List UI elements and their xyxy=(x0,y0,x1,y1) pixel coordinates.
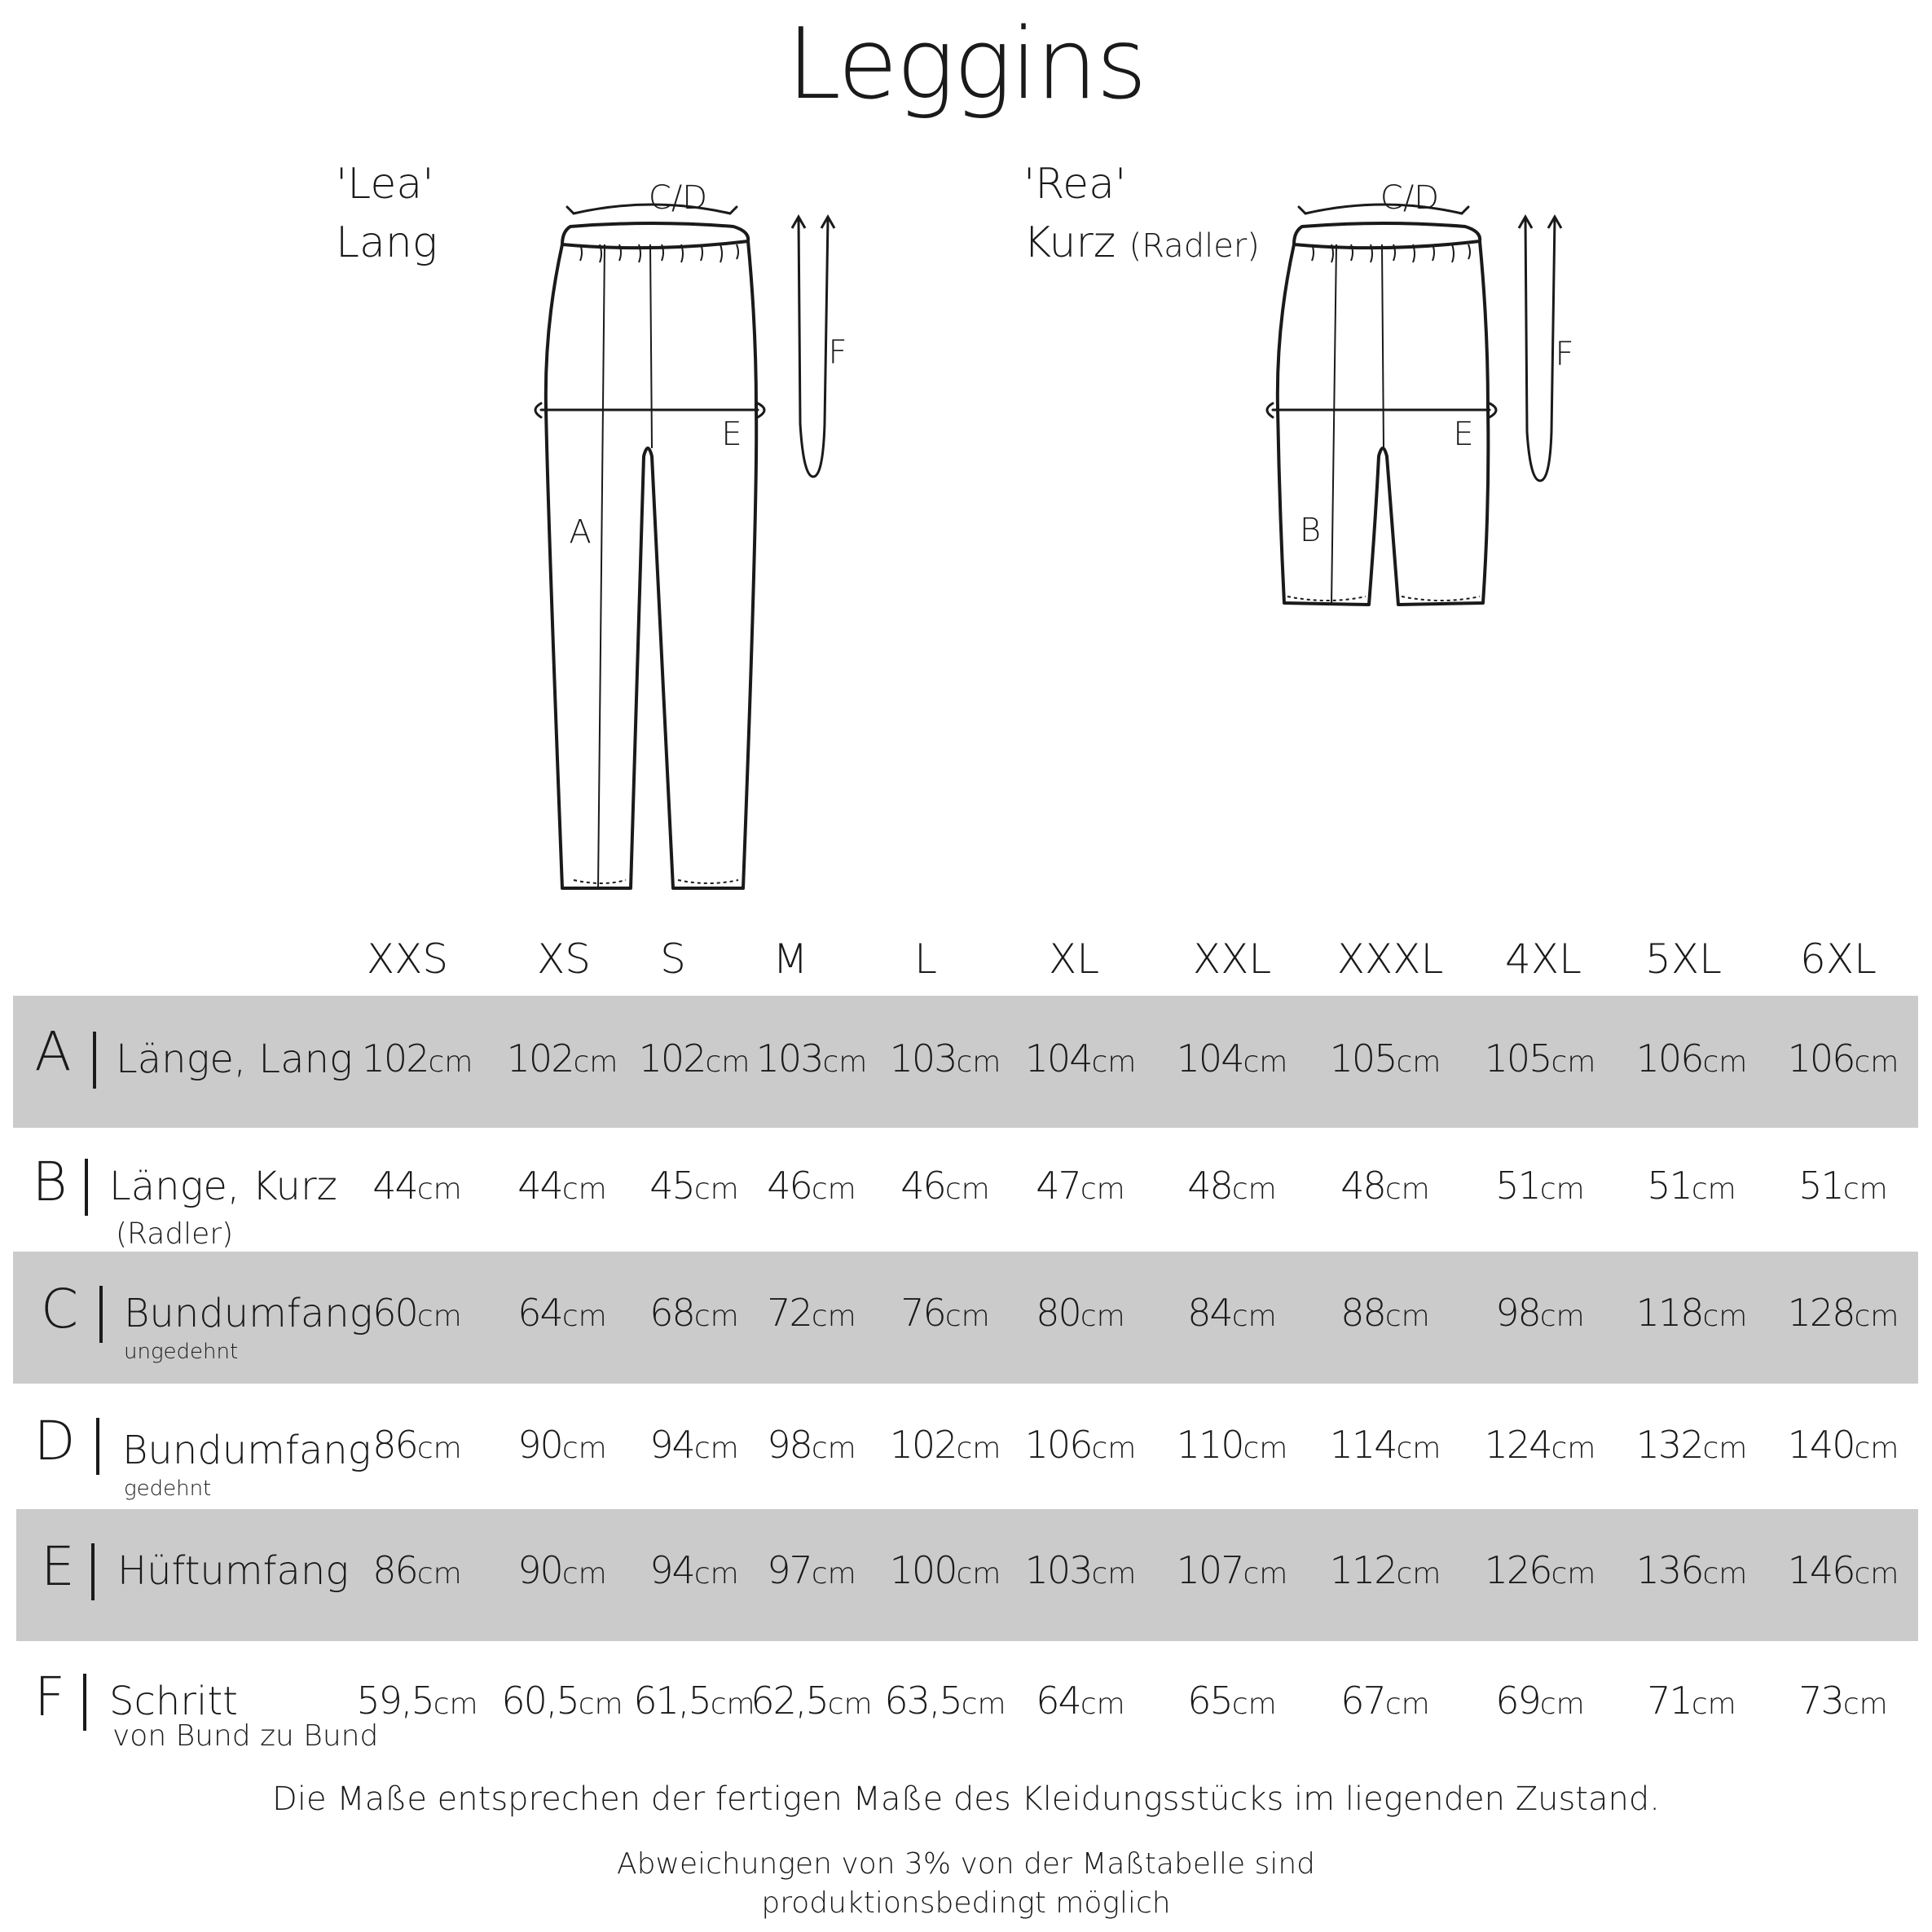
row-label-e: Hüftumfang xyxy=(117,1548,350,1594)
row-label-c: Bundumfang xyxy=(124,1291,373,1336)
table-cell xyxy=(1151,1164,1314,1208)
cell-value: 48 xyxy=(1187,1164,1232,1208)
table-cell xyxy=(1151,1679,1314,1723)
cell-unit: cm xyxy=(822,1045,868,1079)
cell-value: 146 xyxy=(1787,1548,1855,1592)
cell-unit: cm xyxy=(578,1688,623,1721)
table-cell xyxy=(1762,1679,1925,1723)
table-cell xyxy=(1304,1423,1467,1467)
cell-unit: cm xyxy=(416,1300,462,1333)
size-header: XL xyxy=(1048,935,1100,983)
row-divider xyxy=(93,1032,96,1089)
size-header: M xyxy=(772,935,808,983)
cell-value: 51 xyxy=(1798,1164,1843,1208)
table-cell xyxy=(336,1164,499,1208)
table-cell xyxy=(1762,1548,1925,1592)
table-cell xyxy=(1610,1548,1773,1592)
cell-value: 60,5 xyxy=(501,1679,579,1723)
cell-unit: cm xyxy=(573,1045,618,1079)
cell-value: 124 xyxy=(1484,1423,1551,1467)
leggings-short-drawing xyxy=(0,0,1932,913)
disclaimer xyxy=(0,1845,1932,1923)
row-letter-c: C xyxy=(40,1278,79,1340)
cell-value: 106 xyxy=(1635,1036,1703,1080)
size-header: L xyxy=(914,935,937,983)
table-cell xyxy=(1304,1164,1467,1208)
table-cell xyxy=(1151,1036,1314,1080)
cell-unit: cm xyxy=(1854,1300,1899,1333)
cell-unit: cm xyxy=(416,1432,462,1465)
cell-value: 51 xyxy=(1495,1164,1540,1208)
lea-hip-label: E xyxy=(721,416,742,453)
table-cell xyxy=(1459,1164,1622,1208)
cell-unit: cm xyxy=(1396,1557,1441,1591)
cell-unit: cm xyxy=(1702,1432,1748,1465)
table-cell xyxy=(336,1036,499,1080)
cell-value: 104 xyxy=(1024,1036,1092,1080)
cell-value: 71 xyxy=(1647,1679,1692,1723)
cell-unit: cm xyxy=(693,1432,739,1465)
table-cell xyxy=(1151,1548,1314,1592)
cell-value: 73 xyxy=(1798,1679,1843,1723)
cell-unit: cm xyxy=(811,1173,856,1206)
cell-unit: cm xyxy=(1384,1173,1430,1206)
cell-value: 76 xyxy=(900,1291,945,1335)
cell-unit: cm xyxy=(1854,1557,1899,1591)
cell-unit: cm xyxy=(561,1300,607,1333)
cell-value: 105 xyxy=(1329,1036,1397,1080)
cell-value: 46 xyxy=(900,1164,945,1208)
cell-unit: cm xyxy=(1091,1045,1137,1079)
rea-waist-label: C/D xyxy=(1380,179,1440,217)
cell-value: 102 xyxy=(638,1036,706,1080)
cell-value: 44 xyxy=(517,1164,562,1208)
lea-rise-label: F xyxy=(828,334,847,372)
table-cell xyxy=(336,1679,499,1723)
cell-unit: cm xyxy=(944,1300,990,1333)
cell-unit: cm xyxy=(1091,1432,1137,1465)
size-header: 4XL xyxy=(1505,935,1582,983)
table-cell xyxy=(999,1548,1162,1592)
row-sublabel-f: von Bund zu Bund xyxy=(112,1719,379,1753)
cell-value: 98 xyxy=(767,1423,812,1467)
size-header: XS xyxy=(537,935,591,983)
table-cell xyxy=(999,1036,1162,1080)
cell-value: 118 xyxy=(1635,1291,1703,1335)
cell-value: 136 xyxy=(1635,1548,1703,1592)
cell-unit: cm xyxy=(1691,1173,1736,1206)
cell-unit: cm xyxy=(1080,1300,1125,1333)
cell-value: 48 xyxy=(1340,1164,1385,1208)
row-label-f: Schritt xyxy=(109,1679,238,1724)
footnote: Die Maße entsprechen der fertigen Maße des Kleidungsstücks im liegenden Zustand. xyxy=(272,1780,1660,1818)
table-cell xyxy=(1610,1679,1773,1723)
cell-value: 68 xyxy=(649,1291,694,1335)
table-cell xyxy=(1610,1036,1773,1080)
cell-value: 64 xyxy=(517,1291,562,1335)
row-letter-f: F xyxy=(34,1666,65,1728)
table-cell xyxy=(1610,1423,1773,1467)
cell-unit: cm xyxy=(1231,1300,1277,1333)
cell-value: 86 xyxy=(372,1548,417,1592)
cell-unit: cm xyxy=(693,1173,739,1206)
cell-unit: cm xyxy=(428,1045,473,1079)
cell-value: 94 xyxy=(649,1548,694,1592)
cell-unit: cm xyxy=(1702,1045,1748,1079)
table-cell xyxy=(336,1548,499,1592)
cell-unit: cm xyxy=(561,1173,607,1206)
cell-value: 112 xyxy=(1329,1548,1397,1592)
cell-unit: cm xyxy=(1551,1557,1596,1591)
cell-unit: cm xyxy=(1396,1045,1441,1079)
row-divider xyxy=(99,1286,103,1343)
row-sublabel-d: gedehnt xyxy=(124,1477,212,1501)
cell-value: 47 xyxy=(1036,1164,1080,1208)
cell-value: 44 xyxy=(372,1164,417,1208)
table-cell xyxy=(999,1423,1162,1467)
cell-unit: cm xyxy=(416,1173,462,1206)
cell-unit: cm xyxy=(827,1688,873,1721)
table-cell xyxy=(1762,1036,1925,1080)
disclaimer-line-2: produktionsbedingt möglich xyxy=(761,1886,1171,1920)
cell-unit: cm xyxy=(1842,1173,1888,1206)
cell-unit: cm xyxy=(1854,1432,1899,1465)
cell-value: 100 xyxy=(889,1548,957,1592)
row-divider xyxy=(85,1159,88,1216)
row-letter-a: A xyxy=(34,1020,72,1083)
table-cell xyxy=(999,1164,1162,1208)
cell-unit: cm xyxy=(811,1300,856,1333)
cell-unit: cm xyxy=(693,1300,739,1333)
lea-length-label: A xyxy=(569,513,592,551)
table-cell xyxy=(1304,1548,1467,1592)
cell-unit: cm xyxy=(944,1173,990,1206)
cell-unit: cm xyxy=(1080,1173,1125,1206)
disclaimer-line-1: Abweichungen von 3% von der Maßtabelle sind xyxy=(617,1847,1315,1881)
table-cell xyxy=(1459,1036,1622,1080)
cell-unit: cm xyxy=(1384,1300,1430,1333)
cell-value: 86 xyxy=(372,1423,417,1467)
table-cell xyxy=(1459,1291,1622,1335)
garment-rea-name: 'Rea' xyxy=(1023,160,1127,209)
cell-value: 105 xyxy=(1484,1036,1551,1080)
cell-value: 64 xyxy=(1036,1679,1080,1723)
cell-unit: cm xyxy=(1243,1557,1288,1591)
table-cell xyxy=(999,1291,1162,1335)
table-cell xyxy=(1610,1164,1773,1208)
cell-unit: cm xyxy=(1551,1432,1596,1465)
cell-unit: cm xyxy=(956,1557,1001,1591)
table-cell xyxy=(1610,1291,1773,1335)
cell-unit: cm xyxy=(1551,1045,1596,1079)
cell-value: 103 xyxy=(889,1036,957,1080)
cell-unit: cm xyxy=(956,1432,1001,1465)
cell-unit: cm xyxy=(705,1045,750,1079)
garment-lea-name: 'Lea' xyxy=(336,160,434,209)
table-cell xyxy=(1151,1423,1314,1467)
table-cell xyxy=(336,1291,499,1335)
cell-value: 90 xyxy=(517,1548,562,1592)
cell-unit: cm xyxy=(1091,1557,1137,1591)
cell-unit: cm xyxy=(693,1557,739,1591)
cell-value: 102 xyxy=(506,1036,574,1080)
row-divider xyxy=(96,1418,99,1475)
cell-value: 106 xyxy=(1787,1036,1855,1080)
cell-unit: cm xyxy=(811,1557,856,1591)
cell-unit: cm xyxy=(1702,1300,1748,1333)
table-cell xyxy=(1762,1291,1925,1335)
table-cell xyxy=(1304,1679,1467,1723)
cell-unit: cm xyxy=(1842,1688,1888,1721)
size-header: 5XL xyxy=(1645,935,1722,983)
rea-hip-label: E xyxy=(1453,416,1474,453)
table-cell xyxy=(1762,1164,1925,1208)
row-letter-d: D xyxy=(33,1410,76,1472)
page-title: Leggins xyxy=(786,8,1146,121)
cell-value: 46 xyxy=(767,1164,812,1208)
row-label-b: Länge, Kurz xyxy=(109,1164,337,1209)
cell-value: 104 xyxy=(1176,1036,1243,1080)
cell-unit: cm xyxy=(1231,1173,1277,1206)
cell-value: 69 xyxy=(1495,1679,1540,1723)
size-header: XXS xyxy=(366,935,449,983)
row-label-a: Länge, Lang xyxy=(116,1036,353,1082)
cell-value: 84 xyxy=(1187,1291,1232,1335)
row-sublabel-c: ungedehnt xyxy=(124,1340,239,1364)
cell-value: 88 xyxy=(1340,1291,1385,1335)
cell-value: 94 xyxy=(649,1423,694,1467)
cell-value: 140 xyxy=(1787,1423,1855,1467)
row-divider xyxy=(91,1543,95,1600)
cell-unit: cm xyxy=(1702,1557,1748,1591)
cell-unit: cm xyxy=(811,1432,856,1465)
cell-value: 97 xyxy=(767,1548,812,1592)
cell-value: 59,5 xyxy=(356,1679,433,1723)
garment-lea-type: Lang xyxy=(336,218,438,267)
cell-value: 126 xyxy=(1484,1548,1551,1592)
table-cell xyxy=(1304,1036,1467,1080)
cell-value: 80 xyxy=(1036,1291,1080,1335)
cell-value: 72 xyxy=(767,1291,812,1335)
cell-unit: cm xyxy=(561,1557,607,1591)
row-divider xyxy=(83,1674,86,1731)
cell-unit: cm xyxy=(1243,1045,1288,1079)
cell-unit: cm xyxy=(1691,1688,1736,1721)
cell-value: 106 xyxy=(1024,1423,1092,1467)
cell-value: 60 xyxy=(372,1291,417,1335)
table-cell xyxy=(1151,1291,1314,1335)
lea-waist-label: C/D xyxy=(648,179,708,217)
cell-unit: cm xyxy=(561,1432,607,1465)
cell-value: 90 xyxy=(517,1423,562,1467)
cell-value: 62,5 xyxy=(750,1679,828,1723)
table-cell xyxy=(1459,1679,1622,1723)
cell-value: 51 xyxy=(1647,1164,1692,1208)
cell-unit: cm xyxy=(710,1688,755,1721)
table-cell xyxy=(336,1423,499,1467)
table-cell xyxy=(1459,1423,1622,1467)
rea-length-label: B xyxy=(1299,512,1322,549)
table-cell xyxy=(999,1679,1162,1723)
cell-unit: cm xyxy=(1231,1688,1277,1721)
rea-rise-label: F xyxy=(1555,336,1574,373)
cell-value: 110 xyxy=(1176,1423,1243,1467)
cell-value: 128 xyxy=(1787,1291,1855,1335)
cell-unit: cm xyxy=(1396,1432,1441,1465)
cell-unit: cm xyxy=(956,1045,1001,1079)
cell-value: 107 xyxy=(1176,1548,1243,1592)
cell-unit: cm xyxy=(961,1688,1006,1721)
cell-value: 98 xyxy=(1495,1291,1540,1335)
cell-value: 102 xyxy=(361,1036,429,1080)
garment-rea-note: (Radler) xyxy=(1129,227,1260,265)
cell-value: 114 xyxy=(1329,1423,1397,1467)
cell-value: 102 xyxy=(889,1423,957,1467)
row-label-d: Bundumfang xyxy=(122,1428,372,1473)
cell-unit: cm xyxy=(433,1688,478,1721)
row-sublabel-b: (Radler) xyxy=(116,1217,234,1251)
cell-value: 103 xyxy=(755,1036,823,1080)
cell-value: 67 xyxy=(1340,1679,1385,1723)
cell-value: 103 xyxy=(1024,1548,1092,1592)
size-header: XXXL xyxy=(1336,935,1444,983)
cell-unit: cm xyxy=(416,1557,462,1591)
cell-value: 63,5 xyxy=(884,1679,962,1723)
cell-unit: cm xyxy=(1539,1688,1585,1721)
table-cell xyxy=(1304,1291,1467,1335)
cell-unit: cm xyxy=(1243,1432,1288,1465)
row-letter-e: E xyxy=(41,1535,75,1598)
size-header: 6XL xyxy=(1800,935,1877,983)
cell-unit: cm xyxy=(1854,1045,1899,1079)
cell-value: 65 xyxy=(1187,1679,1232,1723)
garment-rea-type: Kurz xyxy=(1023,218,1116,267)
cell-value: 45 xyxy=(649,1164,694,1208)
size-header: XXL xyxy=(1192,935,1272,983)
cell-value: 132 xyxy=(1635,1423,1703,1467)
table-cell xyxy=(1459,1548,1622,1592)
cell-unit: cm xyxy=(1539,1173,1585,1206)
table-cell xyxy=(1762,1423,1925,1467)
cell-value: 61,5 xyxy=(633,1679,711,1723)
size-header: S xyxy=(660,935,686,983)
cell-unit: cm xyxy=(1384,1688,1430,1721)
cell-unit: cm xyxy=(1539,1300,1585,1333)
cell-unit: cm xyxy=(1080,1688,1125,1721)
row-letter-b: B xyxy=(32,1151,68,1213)
